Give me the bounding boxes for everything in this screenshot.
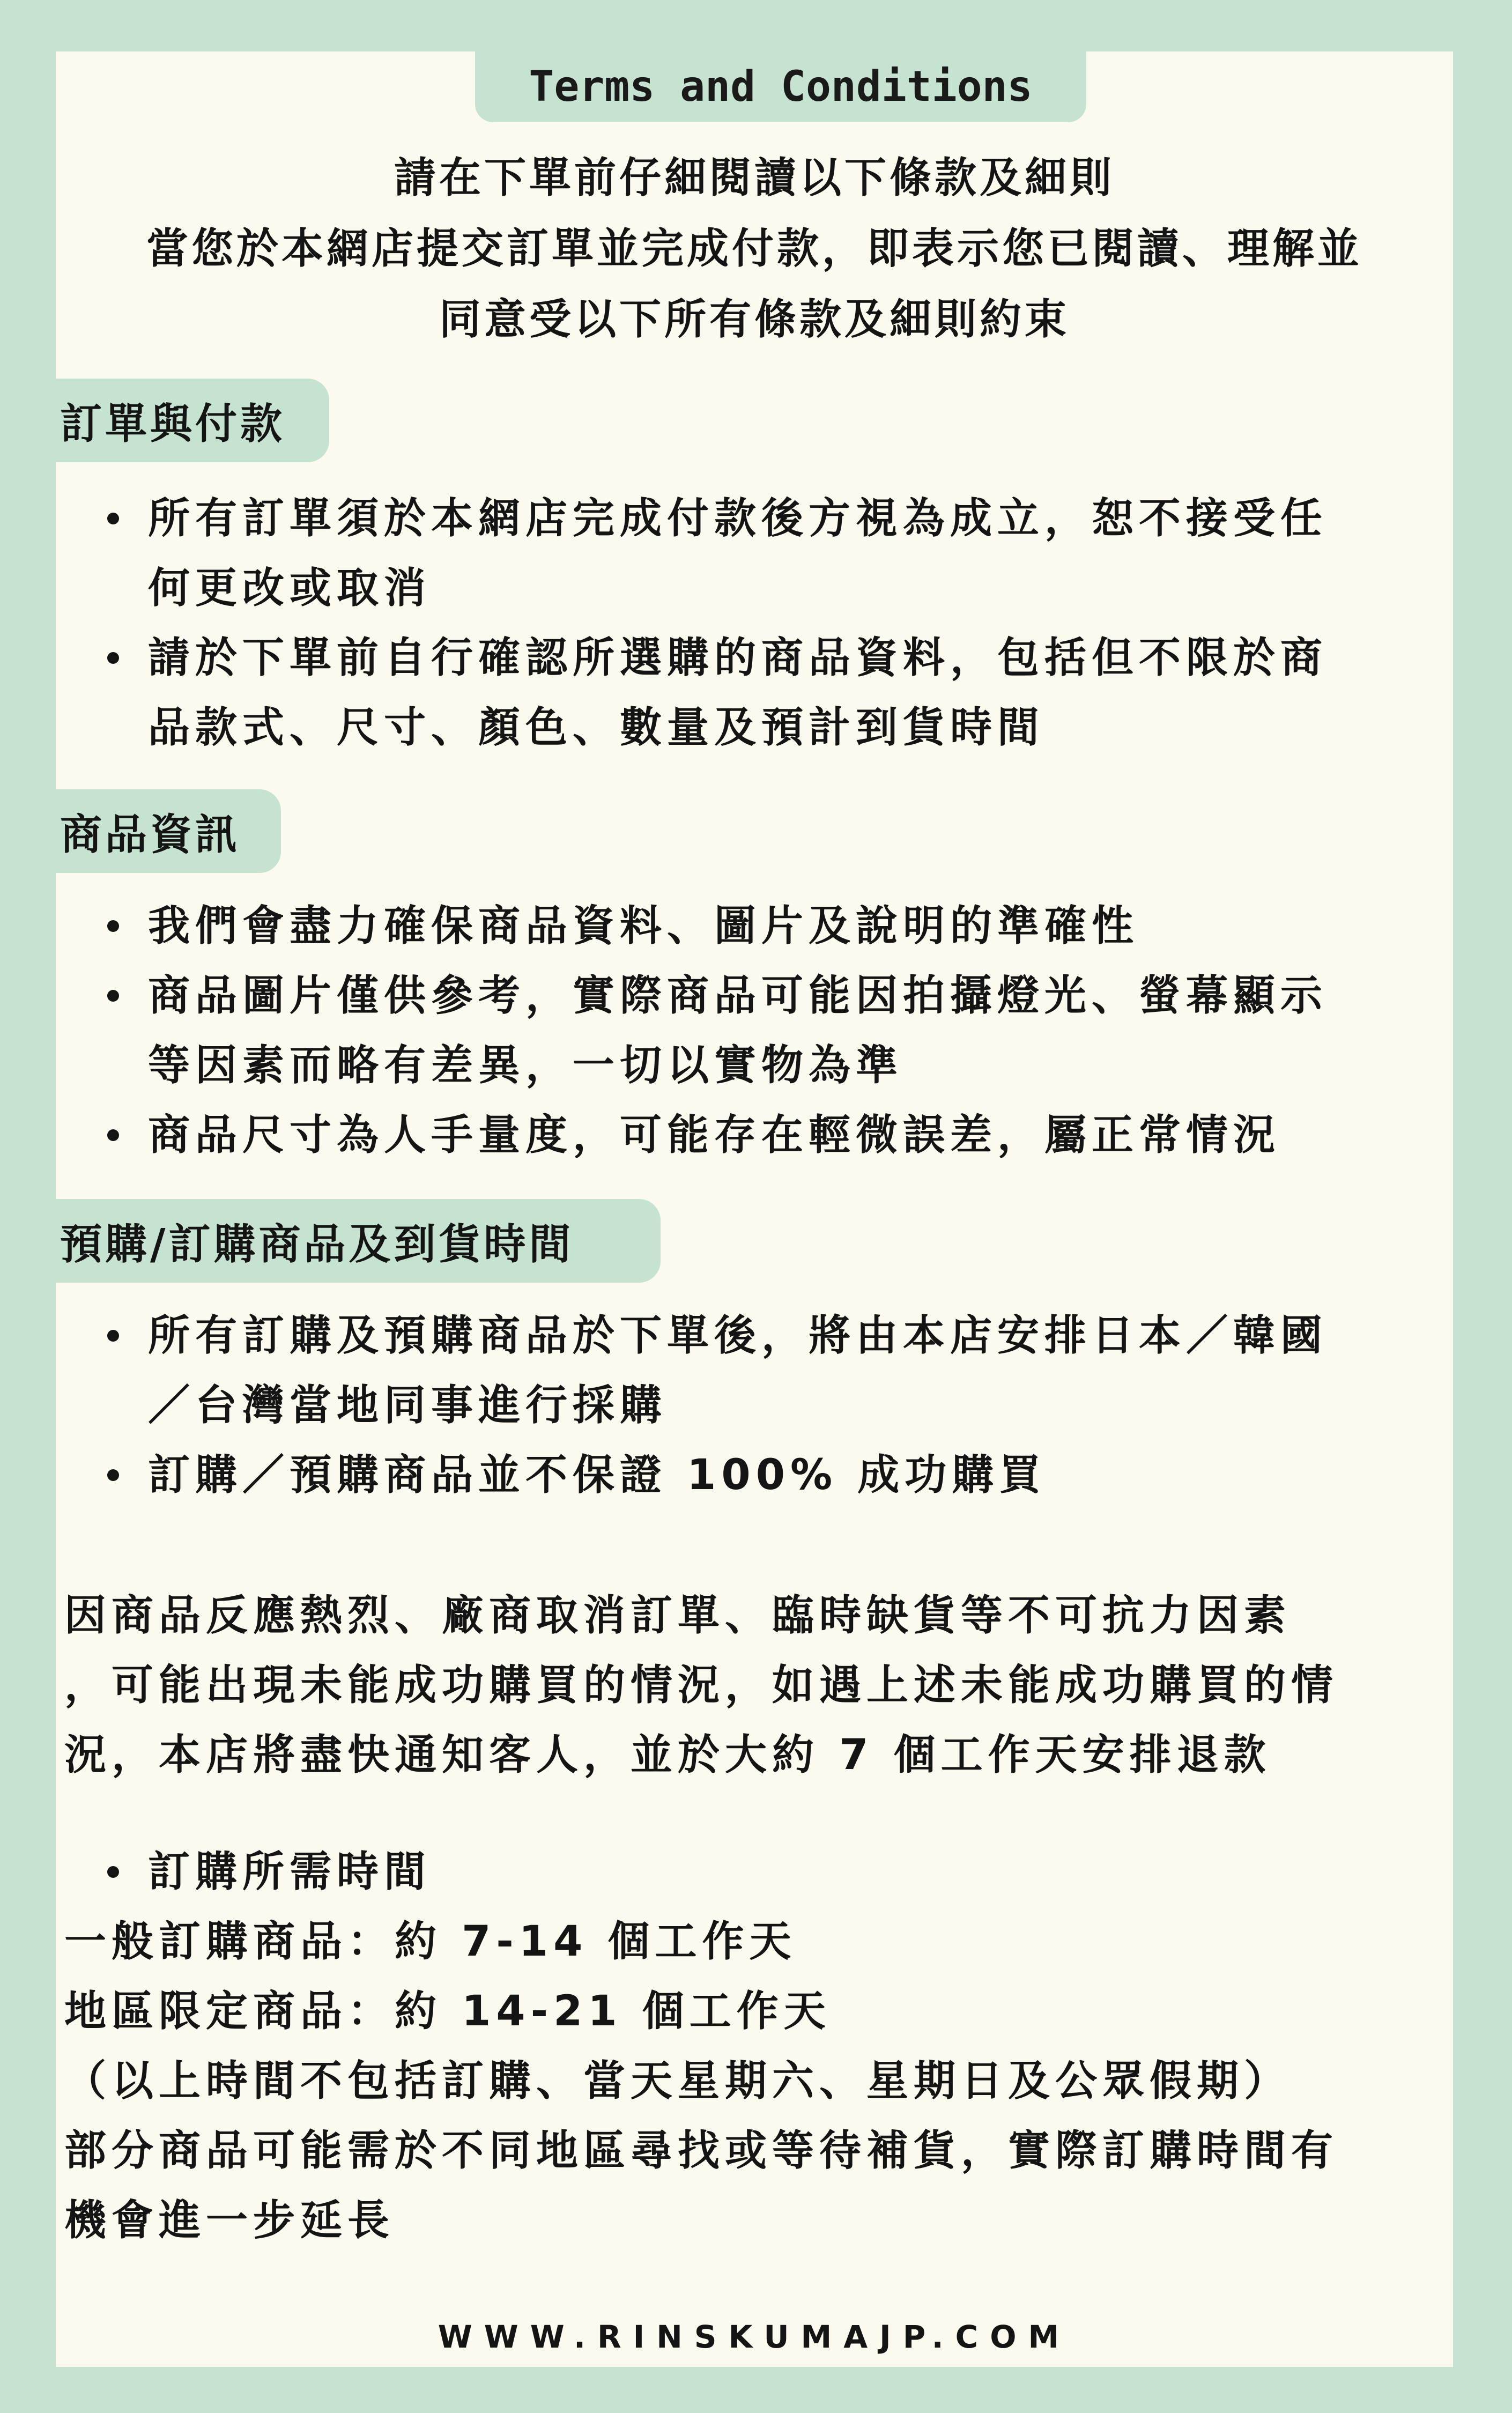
bullet-icon bbox=[107, 652, 119, 664]
list-item-text: 訂購／預購商品並不保證 100% 成功購買 bbox=[148, 1451, 1047, 1499]
intro-line: 當您於本網店提交訂單並完成付款，即表示您已閱讀、理解並 bbox=[146, 225, 1362, 273]
notice-line: 因商品反應熱烈、廠商取消訂單、臨時缺貨等不可抗力因素 bbox=[64, 1592, 1292, 1640]
list-item bbox=[56, 1837, 1453, 1907]
timing-line: 機會進一步延長 bbox=[64, 2196, 395, 2245]
timing-heading: 訂購所需時間 bbox=[148, 1848, 432, 1896]
list-item-text: 商品尺寸為人手量度，可能存在輕微誤差，屬正常情況 bbox=[148, 1111, 1281, 1159]
timing-line: 一般訂購商品：約 7-14 個工作天 bbox=[64, 1918, 797, 1966]
section-heading-product-info: 商品資訊 bbox=[56, 789, 281, 873]
refund-notice bbox=[64, 1581, 1453, 1790]
list-item bbox=[56, 961, 1453, 1100]
bullet-icon bbox=[107, 1330, 119, 1342]
section-list-preorder bbox=[56, 1301, 1453, 1510]
timing-line: 部分商品可能需於不同地區尋找或等待補貨，實際訂購時間有 bbox=[64, 2127, 1339, 2175]
list-item bbox=[56, 1301, 1453, 1440]
intro-line: 請在下單前仔細閱讀以下條款及細則 bbox=[394, 154, 1115, 202]
terms-card bbox=[56, 51, 1453, 2367]
bullet-icon bbox=[107, 1129, 119, 1141]
bullet-icon bbox=[107, 513, 119, 524]
bullet-icon bbox=[107, 1866, 119, 1878]
list-item-text: ／台灣當地同事進行採購 bbox=[148, 1381, 668, 1430]
list-item bbox=[56, 623, 1453, 763]
timing-line: （以上時間不包括訂購、當天星期六、星期日及公眾假期） bbox=[64, 2057, 1292, 2105]
section-heading-orders: 訂單與付款 bbox=[56, 379, 329, 462]
list-item bbox=[56, 891, 1453, 961]
notice-line: 況，本店將盡快通知客人，並於大約 7 個工作天安排退款 bbox=[64, 1731, 1271, 1779]
bullet-icon bbox=[107, 1469, 119, 1481]
list-item-text: 我們會盡力確保商品資料、圖片及說明的準確性 bbox=[148, 902, 1139, 950]
section-list-product-info bbox=[56, 891, 1453, 1170]
list-item-text: 商品圖片僅供參考，實際商品可能因拍攝燈光、螢幕顯示 bbox=[148, 972, 1328, 1020]
notice-line: ，可能出現未能成功購買的情況，如遇上述未能成功購買的情 bbox=[64, 1661, 1339, 1709]
timing-line: 地區限定商品：約 14-21 個工作天 bbox=[64, 1987, 831, 2035]
bullet-icon bbox=[107, 990, 119, 1002]
timing-list bbox=[56, 1837, 1453, 1907]
list-item-text: 等因素而略有差異，一切以實物為準 bbox=[148, 1041, 903, 1090]
page-title: Terms and Conditions bbox=[475, 51, 1086, 122]
intro-text bbox=[56, 143, 1453, 355]
list-item bbox=[56, 484, 1453, 623]
list-item-text: 所有訂單須於本網店完成付款後方視為成立，恕不接受任 bbox=[148, 494, 1328, 543]
website-url: WWW.RINSKUMAJP.COM bbox=[438, 2319, 1071, 2355]
section-list-orders bbox=[56, 484, 1453, 763]
intro-line: 同意受以下所有條款及細則約束 bbox=[439, 295, 1070, 344]
section-heading-preorder: 預購/訂購商品及到貨時間 bbox=[56, 1199, 661, 1283]
list-item-text: 所有訂購及預購商品於下單後，將由本店安排日本／韓國 bbox=[148, 1312, 1328, 1360]
bullet-icon bbox=[107, 920, 119, 932]
list-item-text: 品款式、尺寸、顏色、數量及預計到貨時間 bbox=[148, 704, 1045, 752]
list-item-text: 何更改或取消 bbox=[148, 564, 432, 612]
timing-details bbox=[64, 1907, 1453, 2255]
list-item-text: 請於下單前自行確認所選購的商品資料，包括但不限於商 bbox=[148, 634, 1328, 682]
list-item bbox=[56, 1100, 1453, 1170]
list-item bbox=[56, 1440, 1453, 1510]
